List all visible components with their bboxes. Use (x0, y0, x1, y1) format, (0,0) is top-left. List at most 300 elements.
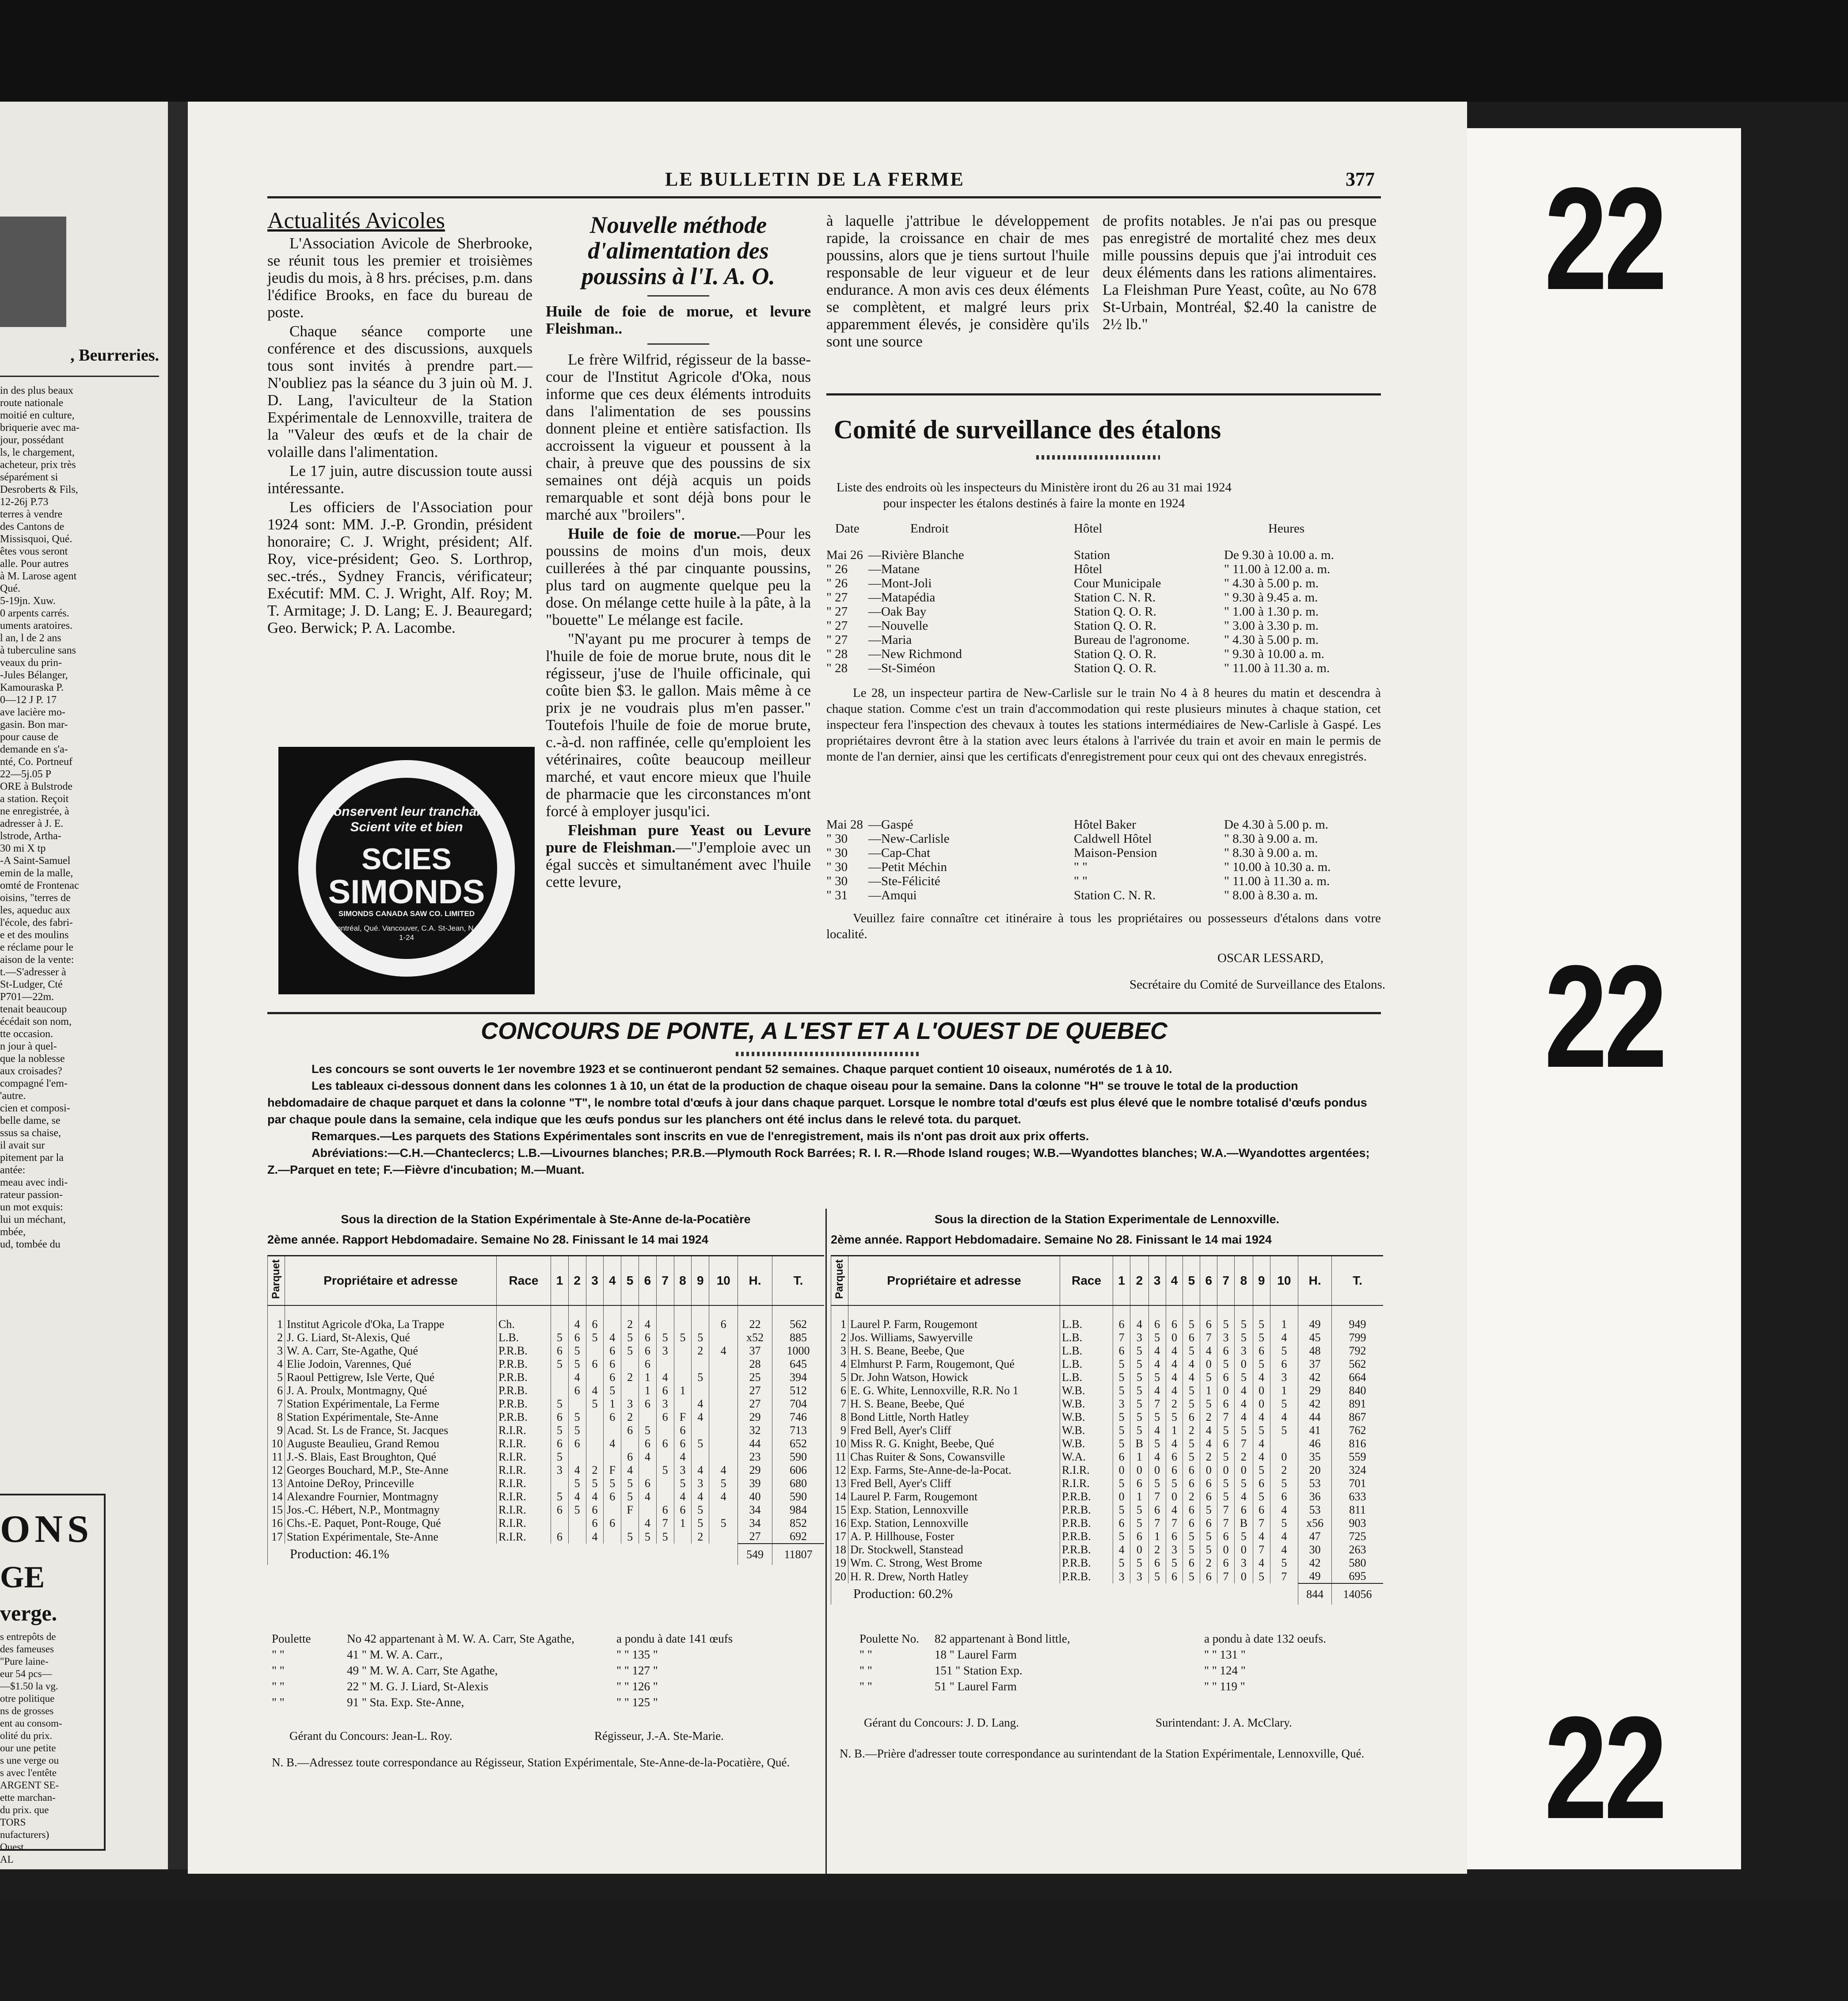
value-cell: 0 (1253, 1384, 1270, 1397)
value-cell: 4 (1270, 1411, 1298, 1424)
table-row (268, 1464, 825, 1477)
race-cell: P.R.B. (1060, 1530, 1113, 1543)
value-cell: 17 (831, 1530, 848, 1543)
race-cell: L.B. (1060, 1318, 1113, 1331)
value-cell: 29 (1298, 1384, 1332, 1397)
race-cell: R.I.R. (497, 1437, 551, 1450)
value-cell: 29 (738, 1411, 772, 1424)
poulette-label: Poulette (272, 1632, 311, 1645)
value-cell (586, 1371, 604, 1384)
value-cell: 4 (639, 1318, 656, 1331)
value-cell: 5 (692, 1517, 709, 1530)
value-cell (639, 1411, 656, 1424)
schedule-row (826, 590, 1383, 605)
value-cell: 5 (1166, 1477, 1183, 1490)
value-cell: 25 (738, 1371, 772, 1384)
value-cell: 7 (1217, 1503, 1235, 1517)
fragment-line: demande en s'a- (0, 744, 68, 755)
value-cell: 0 (1235, 1570, 1253, 1583)
date-cell: " 30 (826, 860, 848, 874)
value-cell: 5 (1183, 1318, 1200, 1331)
value-cell: 10 (831, 1437, 848, 1450)
column-header (831, 1256, 848, 1306)
poulette-row (859, 1647, 1381, 1662)
value-cell: 5 (1183, 1450, 1200, 1464)
value-cell: 4 (1166, 1384, 1183, 1397)
column-header: Race (497, 1256, 551, 1306)
place-cell: —St-Siméon (868, 661, 935, 675)
value-cell: 3 (1217, 1331, 1235, 1344)
value-cell: 5 (621, 1477, 639, 1490)
value-cell: 4 (1253, 1530, 1270, 1543)
value-cell (674, 1344, 692, 1358)
owner-cell: Dr. Stockwell, Stanstead (848, 1543, 1060, 1556)
value-cell: 5 (1270, 1397, 1298, 1411)
value-cell: 6 (568, 1437, 586, 1450)
value-cell: 5 (551, 1424, 568, 1437)
value-cell: 6 (604, 1411, 621, 1424)
schedule-row (826, 633, 1383, 647)
value-cell: 6 (1200, 1490, 1217, 1503)
value-cell: 6 (1148, 1556, 1166, 1570)
frame-number: 22 (1544, 157, 1664, 320)
value-cell: 3 (1130, 1570, 1149, 1583)
value-cell: 7 (1148, 1490, 1166, 1503)
owner-cell: J. A. Proulx, Montmagny, Qué (285, 1384, 497, 1397)
poulette-label: " " (272, 1664, 285, 1677)
value-cell: 1 (1148, 1530, 1166, 1543)
value-cell: 5 (1148, 1411, 1166, 1424)
fragment-line: TORS (0, 1817, 26, 1828)
divider (647, 343, 709, 345)
value-cell: 14 (831, 1490, 848, 1503)
column-header: Propriétaire et adresse (285, 1256, 497, 1306)
value-cell: 5 (1235, 1371, 1253, 1384)
value-cell: 6 (604, 1490, 621, 1503)
value-cell: 6 (831, 1384, 848, 1397)
value-cell: 6 (551, 1437, 568, 1450)
column-divider (825, 1209, 827, 1874)
value-cell: 4 (709, 1490, 738, 1503)
value-cell: 645 (772, 1358, 824, 1371)
poulette-count: " " 125 " (616, 1696, 658, 1709)
column-header (268, 1256, 285, 1306)
value-cell (639, 1464, 656, 1477)
value-cell (674, 1397, 692, 1411)
place-cell: —Maria (868, 633, 912, 647)
race-cell: R.I.R. (497, 1530, 551, 1544)
value-cell: 4 (1148, 1450, 1166, 1464)
value-cell: 5 (831, 1371, 848, 1384)
column-header: 3 (1148, 1256, 1166, 1306)
value-cell: 4 (1130, 1318, 1149, 1331)
value-cell: 5 (674, 1477, 692, 1490)
fragment-line: des Cantons de (0, 521, 65, 533)
fragment-line: ssus sa chaise, (0, 1127, 61, 1139)
value-cell: 6 (268, 1384, 285, 1397)
value-cell: 263 (1332, 1543, 1383, 1556)
schedule-row (826, 818, 1383, 832)
race-cell: W.A. (1060, 1450, 1113, 1464)
value-cell: 6 (1217, 1437, 1235, 1450)
value-cell: 5 (1200, 1503, 1217, 1517)
value-cell: 34 (738, 1503, 772, 1517)
schedule-row (826, 860, 1383, 874)
comite-closing: Veuillez faire connaître cet itinéraire à tous les propriétaires ou possesseurs d'étalons dans votre localité. (826, 911, 1381, 941)
table-row (831, 1344, 1384, 1358)
value-cell: B (1235, 1517, 1253, 1530)
fragment-line: ARGENT SE- (0, 1780, 59, 1791)
value-cell: 3 (1166, 1543, 1183, 1556)
value-cell: 6 (621, 1450, 639, 1464)
value-cell: 3 (674, 1464, 692, 1477)
value-cell: 5 (1270, 1424, 1298, 1437)
fragment-line: —$1.50 la vg. (0, 1681, 58, 1692)
fragment-line: Qué. (0, 583, 20, 594)
owner-cell: Institut Agricole d'Oka, La Trappe (285, 1318, 497, 1331)
value-cell (604, 1450, 621, 1464)
value-cell: 0 (1130, 1543, 1149, 1556)
poulette-count: " " 119 " (1204, 1680, 1245, 1693)
value-cell: 6 (656, 1437, 674, 1450)
fragment-line: terres à vendre (0, 509, 63, 520)
owner-cell: Georges Bouchard, M.P., Ste-Anne (285, 1464, 497, 1477)
value-cell: 5 (1200, 1371, 1217, 1384)
value-cell: 42 (1298, 1556, 1332, 1570)
value-cell (551, 1384, 568, 1397)
fragment-line: our une petite (0, 1742, 56, 1754)
value-cell: 8 (268, 1411, 285, 1424)
poulette-owner: 22 " M. G. J. Liard, St-Alexis (347, 1680, 489, 1693)
value-cell: 7 (1200, 1331, 1217, 1344)
value-cell: 0 (1113, 1490, 1130, 1503)
value-cell: 5 (621, 1530, 639, 1544)
value-cell: 4 (674, 1490, 692, 1503)
date-cell: Mai 28 (826, 818, 863, 832)
value-cell: 7 (1113, 1331, 1130, 1344)
fragment-line: 22—5j.05 P (0, 768, 52, 780)
value-cell (639, 1503, 656, 1517)
table-row (268, 1358, 825, 1371)
value-cell: 1 (831, 1318, 848, 1331)
value-cell: 6 (1183, 1517, 1200, 1530)
value-cell (568, 1450, 586, 1464)
article-subhead: Huile de foie de morue, et levure Fleishman.. (546, 303, 811, 337)
place-cell: —Matapédia (868, 590, 935, 605)
value-cell: 3 (1130, 1331, 1149, 1344)
value-cell: 1000 (772, 1344, 824, 1358)
value-cell: 4 (1148, 1344, 1166, 1358)
value-cell (586, 1450, 604, 1464)
column-header-text: Parquet (833, 1259, 845, 1299)
value-cell: 20 (831, 1570, 848, 1583)
value-cell: 2 (1200, 1556, 1217, 1570)
hours-cell: " 8.30 à 9.00 a. m. (1224, 846, 1318, 860)
value-cell: 44 (738, 1437, 772, 1450)
value-cell: 1 (1270, 1318, 1298, 1331)
place-cell: —Mont-Joli (868, 576, 932, 590)
fragment-line: 0 arpents carrés. (0, 608, 69, 619)
value-cell: 4 (1166, 1358, 1183, 1371)
table-row (268, 1371, 825, 1384)
value-cell: 6 (1200, 1517, 1217, 1530)
value-cell: 5 (1253, 1318, 1270, 1331)
film-border-bottom (0, 1900, 1848, 2001)
value-cell: 4 (1166, 1437, 1183, 1450)
value-cell: 7 (1217, 1411, 1235, 1424)
column-header: 2 (1130, 1256, 1149, 1306)
table-row (831, 1556, 1384, 1570)
hours-cell: " 11.00 à 12.00 a. m. (1224, 562, 1331, 576)
value-cell (709, 1384, 738, 1397)
fragment-line: eur 54 pcs— (0, 1668, 52, 1679)
value-cell: 39 (738, 1477, 772, 1490)
poulette-count: " " 135 " (616, 1648, 658, 1661)
value-cell: 5 (1183, 1530, 1200, 1543)
results-table-right (831, 1255, 1383, 1605)
table-row (831, 1543, 1384, 1556)
decorative-rule (1036, 455, 1160, 460)
date-cell: Mai 26 (826, 548, 863, 562)
place-cell: —Matane (868, 562, 920, 576)
owner-cell: Dr. John Watson, Howick (848, 1371, 1060, 1384)
ad-heading-fragment: ONS (0, 1508, 93, 1551)
comite-intro: Liste des endroits où les inspecteurs du Ministère iront du 26 au 31 mai 1924 pour inspecter les étalons destinés à faire la monte en 1924 (836, 480, 1232, 510)
article-title: Nouvelle méthode d'alimentation des poussins à l'I. A. O. (582, 212, 775, 289)
value-cell: 5 (1253, 1490, 1270, 1503)
value-cell: 5 (1148, 1570, 1166, 1583)
value-cell (604, 1318, 621, 1331)
race-cell: W.B. (1060, 1437, 1113, 1450)
value-cell: 14 (268, 1490, 285, 1503)
newspaper-page: LE BULLETIN DE LA FERME 377 Actualités Avicoles L'Association Avicole de Sherbrooke, se réunit tous les premier et troisièmes jeudis du mois, à 8 hrs. précises, p.m. dans l'édifice Brooks, en face du bureau de poste. Chaque séance comporte une conférence et des discussions, auxquels tous sont invités à prendre part.—N'oubliez pas la séance du 3 juin où M. J. D. Lang, l'aviculteur de la Station Expérimentale de Lennoxville, traitera de la "Valeur des œufs et de la chair de volaille dans l'alimentation. Le 17 juin, autre discussion toute aussi intéressante. Les officiers de l'Association pour 1924 sont: MM. J.-P. Grondin, président honoraire; C. J. Wright, président; Alf. Roy, vice-président; Geo. S. Lorthrop, sec.-trés., Sydney Francis, vérificateur; Exécutif: MM. C. J. Wright, Alf. Roy; M. T. Armitage; J. D. Lang; E. J. Beauregard; Geo. Berwick; P. A. Lacombe. Conservent leur tranchant Scient vite et bien SCIES SIMONDS SIMONDS CANADA SAW CO. LIMITED Montréal, Qué. Vancouver, C.A. St-Jean, N.B. 1-24 Nouvelle méthode d'alimentation des poussins à l'I. A. O. Huile de foie de morue, et levure Fleishman.. Le frère Wilfrid, régisseur de la basse-cour de l'Institut Agricole d'Oka, nous informe que ces deux éléments introduits dans l'alimentation de ses poussins donnent pleine et entière satisfaction. Ils accroissent la vigueur et poussent à la chair, à preuve que des poussins de six semaines ont déjà acquis un poids remarquable et sont déjà bons pour le marché aux "broilers". Huile de foie de morue.—Pour les poussins de moins d'un mois, deux cuillerées à thé par cinquante poussins, plus tard on augmente quelque peu la dose. On mélange cette huile à la pâte, à la "bouette" Le mélange est facile. "N'ayant pu me procurer à temps de l'huile de foie de morue brute, nous dit le régisseur, j'use de l'huile officinale, qui coûte bien $3. le gallon. Mais même à ce prix je ne voudrais plus m'en passer." Toutefois l'huile de foie de morue brute, c.-à-d. non raffinée, celle qu'emploient les vétérinaires, coûte beaucoup meilleur marché, et vaut encore mieux que l'huile de pharmacie que les circonstances m'ont forcé à employer jusqu'ici. Fleishman pure Yeast ou Levure pure de Fleishman.—"J'emploie avec un égal succès et simultanément avec l'huile cette levure, à laquelle j'attribue le développement rapide, la croissance en chair de mes poussins, alors que je tiens surtout l'huile responsable de leur vigueur et de leur endurance. A mon avis ces deux éléments se complètent, et malgré leurs prix apparemment élevés, je considère qu'ils sont une source de profits notables. Je n'ai pas ou presque pas enregistré de mortalité chez mes deux mille poussins depuis que j'ai introduit ces deux éléments dans les rations alimentaires. La Fleishman Pure Yeast, coûte, au No 678 St-Urbain, Montréal, $2.40 la canistre de 2½ lb." Comité de surveillance des étalons Liste des endroits où les inspecteurs du Ministère iront du 26 au 31 mai 1924 pour inspecter les étalons destinés à faire la monte en 1924 Date Endroit Hôtel Heures Mai 26 —Rivière Blanche Station De 9.30 à 10.00 a. m. " 26 —Matane Hôtel " 11.00 à 12.00 a. m. " 26 —Mont-Joli Cour Municipale " 4.30 à 5.00 p. m. " 27 —Matapédia Station C. N. R. " 9.30 à 9.45 a. m. " 27 —Oak Bay Station Q. O. R. " 1.00 à 1.30 p. m. " 27 —Nouvelle Station Q. O. R. " 3.00 à 3.30 p. m. " 27 —Maria Bureau de l'agronome. " 4.30 à 5.00 p. m. " 28 —New Richmond Station Q. O. R. " 9.30 à 10.00 a. m. " 28 —St-Siméon Station Q. O. R. " 11.00 à 11.30 a. m. Le 28, un inspecteur partira de New-Carlisle sur le train No 4 à 8 heures du matin et descendra à chaque station. Comme c'est un train d'accommodation qui reste plusieurs minutes à chaque station, cet inspecteur fera l'inspection des chevaux à toutes les stations intermédiaires de New-Carlisle à Gaspé. Les propriétaires devront être à la station avec leurs étalons à l'arrivée du train et avoir en main le permis de monte de l'an dernier, ainsi que les certificats d'enregistrement pour ceux qui ont des chevaux enregistrés. Mai 28 —Gaspé Hôtel Baker De 4.30 à 5.00 p. m. " 30 —New-Carlisle Caldwell Hôtel " 8.30 à 9.00 a. m. " 30 —Cap-Chat Maison-Pension " 8.30 à 9.00 a. m. " 30 —Petit Méchin " " " 10.00 à 10.30 a. m. " 30 —Ste-Félicité " " " 11.00 à 11.30 a. m. " 31 —Amqui Station C. N. R. " 8.00 à 8.30 a. m. Veuillez faire connaître cet itinéraire à tous les propriétaires ou possesseurs d'étalons dans votre localité. OSCAR LESSARD, Secrétaire du Comité de Surveillance des Etalons. CONCOURS DE PONTE, A L'EST ET A L'OUEST DE QUEBEC Les concours se sont ouverts le 1er novembre 1923 et se continueront pendant 52 semaines. Chaque parquet contient 10 oiseaux, numérotés de 1 à 10. Les tableaux ci-dessous donnent dans les colonnes 1 à 10, un état de la production de chaque oiseau pour la semaine. Dans la colonne "H" se trouve le total de la production hebdomadaire de chaque parquet et dans la colonne "T", le nombre total d'œufs à jour dans chaque parquet. Lorsque le nombre total d'œufs est plus élevé que le nombre totalisé d'œufs pondus par chaque poule dans la semaine, cela indique que les œufs pondus sur les planchers ont été inclus dans le relevé tota. du parquet. Remarques.—Les parquets des Stations Expérimentales sont inscrits en vue de l'enregistrement, mais ils n'ont pas droit aux prix offerts. Abréviations:—C.H.—Chanteclercs; L.B.—Livournes blanches; P.R.B.—Plymouth Rock Barrées; R. I. R.—Rhode Island rouges; W.B.—Wyandottes blanches; W.A.—Wyandottes argentées; Z.—Parquet en tete; F.—Fièvre d'incubation; M.—Muant. Sous la direction de la Station Expérimentale à Ste-Anne de-la-Pocatière 2ème année. Rapport Hebdomadaire. Semaine No 28. Finissant le 14 mai 1924 Sous la direction de la Station Experimentale de Lennoxville. 2ème année. Rapport Hebdomadaire. Semaine No 28. Finissant le 14 mai 1924 Parquet Propriétaire et adresse Race 1 2 3 4 5 6 7 8 9 10 H. T. 1 Institut Agricole d'Oka, La Trappe Ch. 4 6 2 4 6 22 562 2 J. G. Liard, St-Alexis, Qué L.B. 5 6 5 4 5 6 5 5 5 x52 885 3 W. A. Carr, Ste-Agathe, Qué P.R.B. 6 5 6 5 6 3 2 4 37 1000 4 Elie Jodoin, Varennes, Qué P.R.B. 5 5 6 6 6 28 645 5 Raoul Pettigrew, Isle Verte, Qué P.R.B. 4 6 2 1 4 5 25 394 6 J. A. Proulx, Montmagny, Qué P.R.B. 6 4 5 1 6 1 27 512 7 Station Expérimentale, La Ferme P.R.B. 5 5 1 3 6 3 4 27 704 8 Station Expérimentale, Ste-Anne P.R.B. 6 5 6 2 6 F 4 29 746 9 Acad. St. Ls de France, St. Jacques R.I.R. 5 5 6 5 6 32 713 10 Auguste Beaulieu, Grand Remou R.I.R. 6 6 4 6 6 6 5 44 652 11 J.-S. Blais, East Broughton, Qué R.I.R. 5 6 4 4 23 590 12 Georges Bouchard, M.P., Ste-Anne R.I.R. 3 4 2 F 4 5 3 4 4 29 606 13 Antoine DeRoy, Princeville R.I.R. 5 5 5 5 6 5 3 5 39 680 14 Alexandre Fournier, Montmagny R.I.R. 5 4 4 6 5 4 4 4 4 40 590 15 Jos.-C. Hébert, N.P., Montmagny R.I.R. 6 5 6 F 6 6 5 34 984 16 Chs.-E. Paquet, Pont-Rouge, Qué R.I.R. 6 6 4 7 1 5 5 34 852 17 Station Expérimentale, Ste-Anne R.I.R. 6 4 5 5 5 2 27 692 Production: 46.1% 549 11807 Parquet Propriétaire et adresse Race 1 2 3 4 5 6 7 8 9 10 H. T. 1 Laurel P. Farm, Rougemont L.B. 6 4 6 6 5 6 5 5 5 1 49 949 2 Jos. Williams, Sawyerville L.B. 7 3 5 0 6 7 3 5 5 4 45 799 3 H. S. Beane, Beebe, Que L.B. 6 5 4 4 5 4 6 3 6 5 48 792 4 Elmhurst P. Farm, Rougemont, Qué L.B. 5 5 4 4 4 0 5 0 5 6 37 562 5 Dr. John Watson, Howick L.B. 5 5 5 4 4 5 6 5 4 3 42 664 6 E. G. White, Lennoxville, R.R. No 1 W.B. 5 5 4 4 5 1 0 4 0 1 29 840 7 H. S. Beane, Beebe, Qué W.B. 3 5 7 2 5 5 6 4 0 5 42 891 8 Bond Little, North Hatley W.B. 5 5 5 5 6 2 7 4 4 4 44 867 9 Fred Bell, Ayer's Cliff W.B. 5 5 4 1 2 4 5 5 5 5 41 762 10 Miss R. G. Knight, Beebe, Qué W.B. 5 B 5 4 5 4 6 7 4 46 816 11 Chas Ruiter & Sons, Cowansville W.A. 6 1 4 6 5 2 5 2 4 0 35 559 12 Exp. Farms, Ste-Anne-de-la-Pocat. R.I.R. 0 0 0 6 6 0 0 0 5 2 20 324 13 Fred Bell, Ayer's Cliff R.I.R. 5 6 5 5 6 6 5 5 6 5 53 701 14 Laurel P. Farm, Rougemont P.R.B. 0 1 7 0 2 6 5 4 5 6 36 633 15 Exp. Station, Lennoxville P.R.B. 5 5 6 4 6 5 7 6 6 4 53 811 16 Exp. Station, Lennoxville P.R.B. 6 5 7 7 6 6 7 B 7 5 x56 903 17 A. P. Hillhouse, Foster P.R.B. 5 6 1 6 5 5 6 5 4 4 47 725 18 Dr. Stockwell, Stanstead P.R.B. 4 0 2 3 5 5 0 0 7 4 30 263 19 Wm. C. Strong, West Brome P.R.B. 5 5 6 5 6 2 6 3 4 5 42 580 20 H. R. Drew, North Hatley P.R.B. 3 3 5 6 5 6 7 0 5 7 49 695 Production: 60.2% 844 14056 Poulette No 42 appartenant à M. W. A. Carr, Ste Agathe, a pondu à date 141 œufs " " 41 " M. W. A. Carr., " " 135 " " " 49 " M. W. A. Carr, Ste Agathe, " " 127 " " " 22 " M. G. J. Liard, St-Alexis " " 126 " " " 91 " Sta. Exp. Ste-Anne, " " 125 " Gérant du Concours: Jean-L. Roy. Régisseur, J.-A. Ste-Marie. N. B.—Adressez toute correspondance au Régisseur, Station Expérimentale, Ste-Anne-de-la-Pocatière, Qué. Poulette No. 82 appartenant à Bond little, a pondu à date 132 oeufs. " " 18 " Laurel Farm " " 131 " " " 151 " Station Exp. " " 124 " " " 51 " Laurel Farm " " 119 " Gérant du Concours: J. D. Lang. Surintendant: J. A. McClary. N. B.—Prière d'adresser toute correspondance au surintendant de la Station Expérimentale, Lennoxville, Qué. (188, 102, 1467, 1874)
page-gutter (168, 102, 188, 1869)
value-cell: 6 (551, 1530, 568, 1544)
value-cell: 27 (738, 1384, 772, 1397)
poulette-label: " " (272, 1680, 285, 1693)
race-cell: W.B. (1060, 1384, 1113, 1397)
table-row (831, 1411, 1384, 1424)
value-cell: 7 (1217, 1517, 1235, 1530)
value-cell: 5 (1113, 1411, 1130, 1424)
value-cell: 2 (586, 1464, 604, 1477)
race-cell: R.I.R. (497, 1517, 551, 1530)
ad-cities: Montréal, Qué. Vancouver, C.A. St-Jean, N.B. 1-24 (330, 924, 483, 942)
value-cell: 6 (1217, 1344, 1235, 1358)
date-cell: " 26 (826, 576, 848, 590)
value-cell: x52 (738, 1331, 772, 1344)
publication-title: LE BULLETIN DE LA FERME (665, 168, 965, 190)
value-cell: 6 (1235, 1503, 1253, 1517)
fragment-line: séparément si (0, 472, 58, 483)
total-cell: 14056 (1332, 1583, 1383, 1605)
poulette-label: " " (859, 1664, 872, 1677)
fragment-line: mbée, (0, 1226, 26, 1238)
value-cell: 5 (568, 1344, 586, 1358)
value-cell: 23 (738, 1450, 772, 1464)
fragment-line: s entrepôts de (0, 1631, 56, 1642)
value-cell: 5 (1270, 1556, 1298, 1570)
value-cell: 6 (639, 1331, 656, 1344)
owner-cell: Fred Bell, Ayer's Cliff (848, 1424, 1060, 1437)
owner-cell: J. G. Liard, St-Alexis, Qué (285, 1331, 497, 1344)
owner-cell: Raoul Pettigrew, Isle Verte, Qué (285, 1371, 497, 1384)
value-cell: 46 (1298, 1437, 1332, 1450)
value-cell: 2 (1270, 1464, 1298, 1477)
fragment-line: 5-19jn. Xuw. (0, 595, 56, 607)
value-cell: 5 (621, 1490, 639, 1503)
race-cell: P.R.B. (1060, 1490, 1113, 1503)
value-cell: 5 (1113, 1437, 1130, 1450)
poulette-row (272, 1678, 824, 1694)
hours-cell: " 4.30 à 5.00 p. m. (1224, 633, 1319, 647)
table-row (268, 1397, 825, 1411)
column-header: 8 (1235, 1256, 1253, 1306)
value-cell: 1 (604, 1397, 621, 1411)
value-cell: x56 (1298, 1517, 1332, 1530)
value-cell: 5 (604, 1384, 621, 1397)
value-cell: 5 (551, 1358, 568, 1371)
column-header: 10 (709, 1256, 738, 1306)
poulette-count: " " 126 " (616, 1680, 658, 1693)
fragment-line: 12-26j P.73 (0, 496, 49, 508)
fragment-line: Ouest. (0, 1841, 27, 1853)
owner-cell: Antoine DeRoy, Princeville (285, 1477, 497, 1490)
value-cell: 885 (772, 1331, 824, 1344)
signature: OSCAR LESSARD, (1217, 951, 1324, 965)
value-cell: 4 (604, 1331, 621, 1344)
value-cell: 0 (1235, 1543, 1253, 1556)
value-cell: 4 (1148, 1358, 1166, 1371)
fragment-line: ls, le chargement, (0, 447, 75, 458)
race-cell: P.R.B. (497, 1384, 551, 1397)
value-cell: 7 (831, 1397, 848, 1411)
value-cell: 11 (831, 1450, 848, 1464)
value-cell: 7 (1253, 1517, 1270, 1530)
value-cell (656, 1490, 674, 1503)
value-cell: 2 (621, 1318, 639, 1331)
table-row (268, 1424, 825, 1437)
owner-cell: H. S. Beane, Beebe, Qué (848, 1397, 1060, 1411)
race-cell: L.B. (1060, 1358, 1113, 1371)
value-cell: 6 (1217, 1371, 1235, 1384)
value-cell: 5 (1217, 1318, 1235, 1331)
table-row (831, 1384, 1384, 1397)
hours-cell: " 11.00 à 11.30 a. m. (1224, 661, 1330, 675)
value-cell: 7 (1253, 1543, 1270, 1556)
owner-cell: Elmhurst P. Farm, Rougemont, Qué (848, 1358, 1060, 1371)
fragment-line: pour cause de (0, 731, 58, 743)
value-cell: 2 (1235, 1450, 1253, 1464)
value-cell: 5 (568, 1503, 586, 1517)
value-cell: 6 (1270, 1490, 1298, 1503)
value-cell: 6 (1148, 1503, 1166, 1517)
value-cell: 5 (551, 1397, 568, 1411)
value-cell: 5 (1113, 1371, 1130, 1384)
poulette-label: " " (272, 1696, 285, 1709)
table-row (831, 1397, 1384, 1411)
value-cell: 6 (586, 1358, 604, 1371)
owner-cell: Station Expérimentale, La Ferme (285, 1397, 497, 1411)
owner-cell: Bond Little, North Hatley (848, 1411, 1060, 1424)
ad-brand-scies: SCIES (361, 842, 452, 876)
value-cell: 6 (1217, 1530, 1235, 1543)
value-cell: 5 (1113, 1556, 1130, 1570)
ad-subheading-fragment: GE (0, 1560, 45, 1594)
fragment-line: alle. Pour autres (0, 558, 69, 570)
race-cell: P.R.B. (1060, 1517, 1113, 1530)
value-cell: 4 (1253, 1411, 1270, 1424)
value-cell: 3 (621, 1397, 639, 1411)
value-cell: 6 (604, 1517, 621, 1530)
value-cell: 3 (1270, 1371, 1298, 1384)
owner-cell: H. S. Beane, Beebe, Que (848, 1344, 1060, 1358)
value-cell: 3 (1113, 1397, 1130, 1411)
fragment-line: -A Saint-Samuel (0, 855, 71, 867)
value-cell: 35 (1298, 1450, 1332, 1464)
owner-cell: Exp. Station, Lennoxville (848, 1503, 1060, 1517)
value-cell: 5 (568, 1411, 586, 1424)
poulette-count: " " 124 " (1204, 1664, 1246, 1677)
value-cell: 5 (1217, 1477, 1235, 1490)
race-cell: L.B. (1060, 1371, 1113, 1384)
place-cell: —Cap-Chat (868, 846, 931, 860)
value-cell: 4 (674, 1450, 692, 1464)
value-cell: 6 (1130, 1530, 1149, 1543)
value-cell: 17 (268, 1530, 285, 1544)
schedule-table-2 (826, 818, 1383, 902)
value-cell: 746 (772, 1411, 824, 1424)
hours-cell: " 8.30 à 9.00 a. m. (1224, 832, 1318, 846)
owner-cell: Exp. Station, Lennoxville (848, 1517, 1060, 1530)
value-cell: 5 (1270, 1477, 1298, 1490)
value-cell (656, 1318, 674, 1331)
poulette-count: " " 131 " (1204, 1648, 1246, 1661)
fragment-line: St-Ludger, Cté (0, 979, 63, 990)
race-cell: P.R.B. (497, 1411, 551, 1424)
value-cell: 5 (639, 1424, 656, 1437)
value-cell: 6 (639, 1477, 656, 1490)
ad-company: SIMONDS CANADA SAW CO. LIMITED (338, 909, 475, 918)
place-cell: —New-Carlisle (868, 832, 950, 846)
value-cell: 5 (1148, 1437, 1166, 1450)
value-cell: 6 (656, 1411, 674, 1424)
poulette-row (859, 1662, 1381, 1678)
race-cell: R.I.R. (497, 1424, 551, 1437)
value-cell: 5 (1148, 1371, 1166, 1384)
owner-cell: Exp. Farms, Ste-Anne-de-la-Pocat. (848, 1464, 1060, 1477)
value-cell (586, 1344, 604, 1358)
value-cell: 4 (639, 1490, 656, 1503)
fragment-line: "Pure laine- (0, 1656, 49, 1667)
poulette-label: Poulette No. (859, 1632, 919, 1645)
value-cell (586, 1411, 604, 1424)
table-row (268, 1530, 825, 1544)
fragment-line: l an, l de 2 ans (0, 632, 61, 644)
poulette-row (272, 1647, 824, 1662)
value-cell (604, 1424, 621, 1437)
value-cell (568, 1397, 586, 1411)
value-cell: 5 (1217, 1490, 1235, 1503)
divider (647, 295, 709, 297)
value-cell: 590 (772, 1490, 824, 1503)
fragment-line: ne enregistrée, à (0, 806, 69, 817)
value-cell: 12 (831, 1464, 848, 1477)
fragment-line: ave lacière mo- (0, 707, 65, 718)
value-cell: 6 (586, 1318, 604, 1331)
value-cell: 4 (1235, 1397, 1253, 1411)
date-cell: " 30 (826, 832, 848, 846)
